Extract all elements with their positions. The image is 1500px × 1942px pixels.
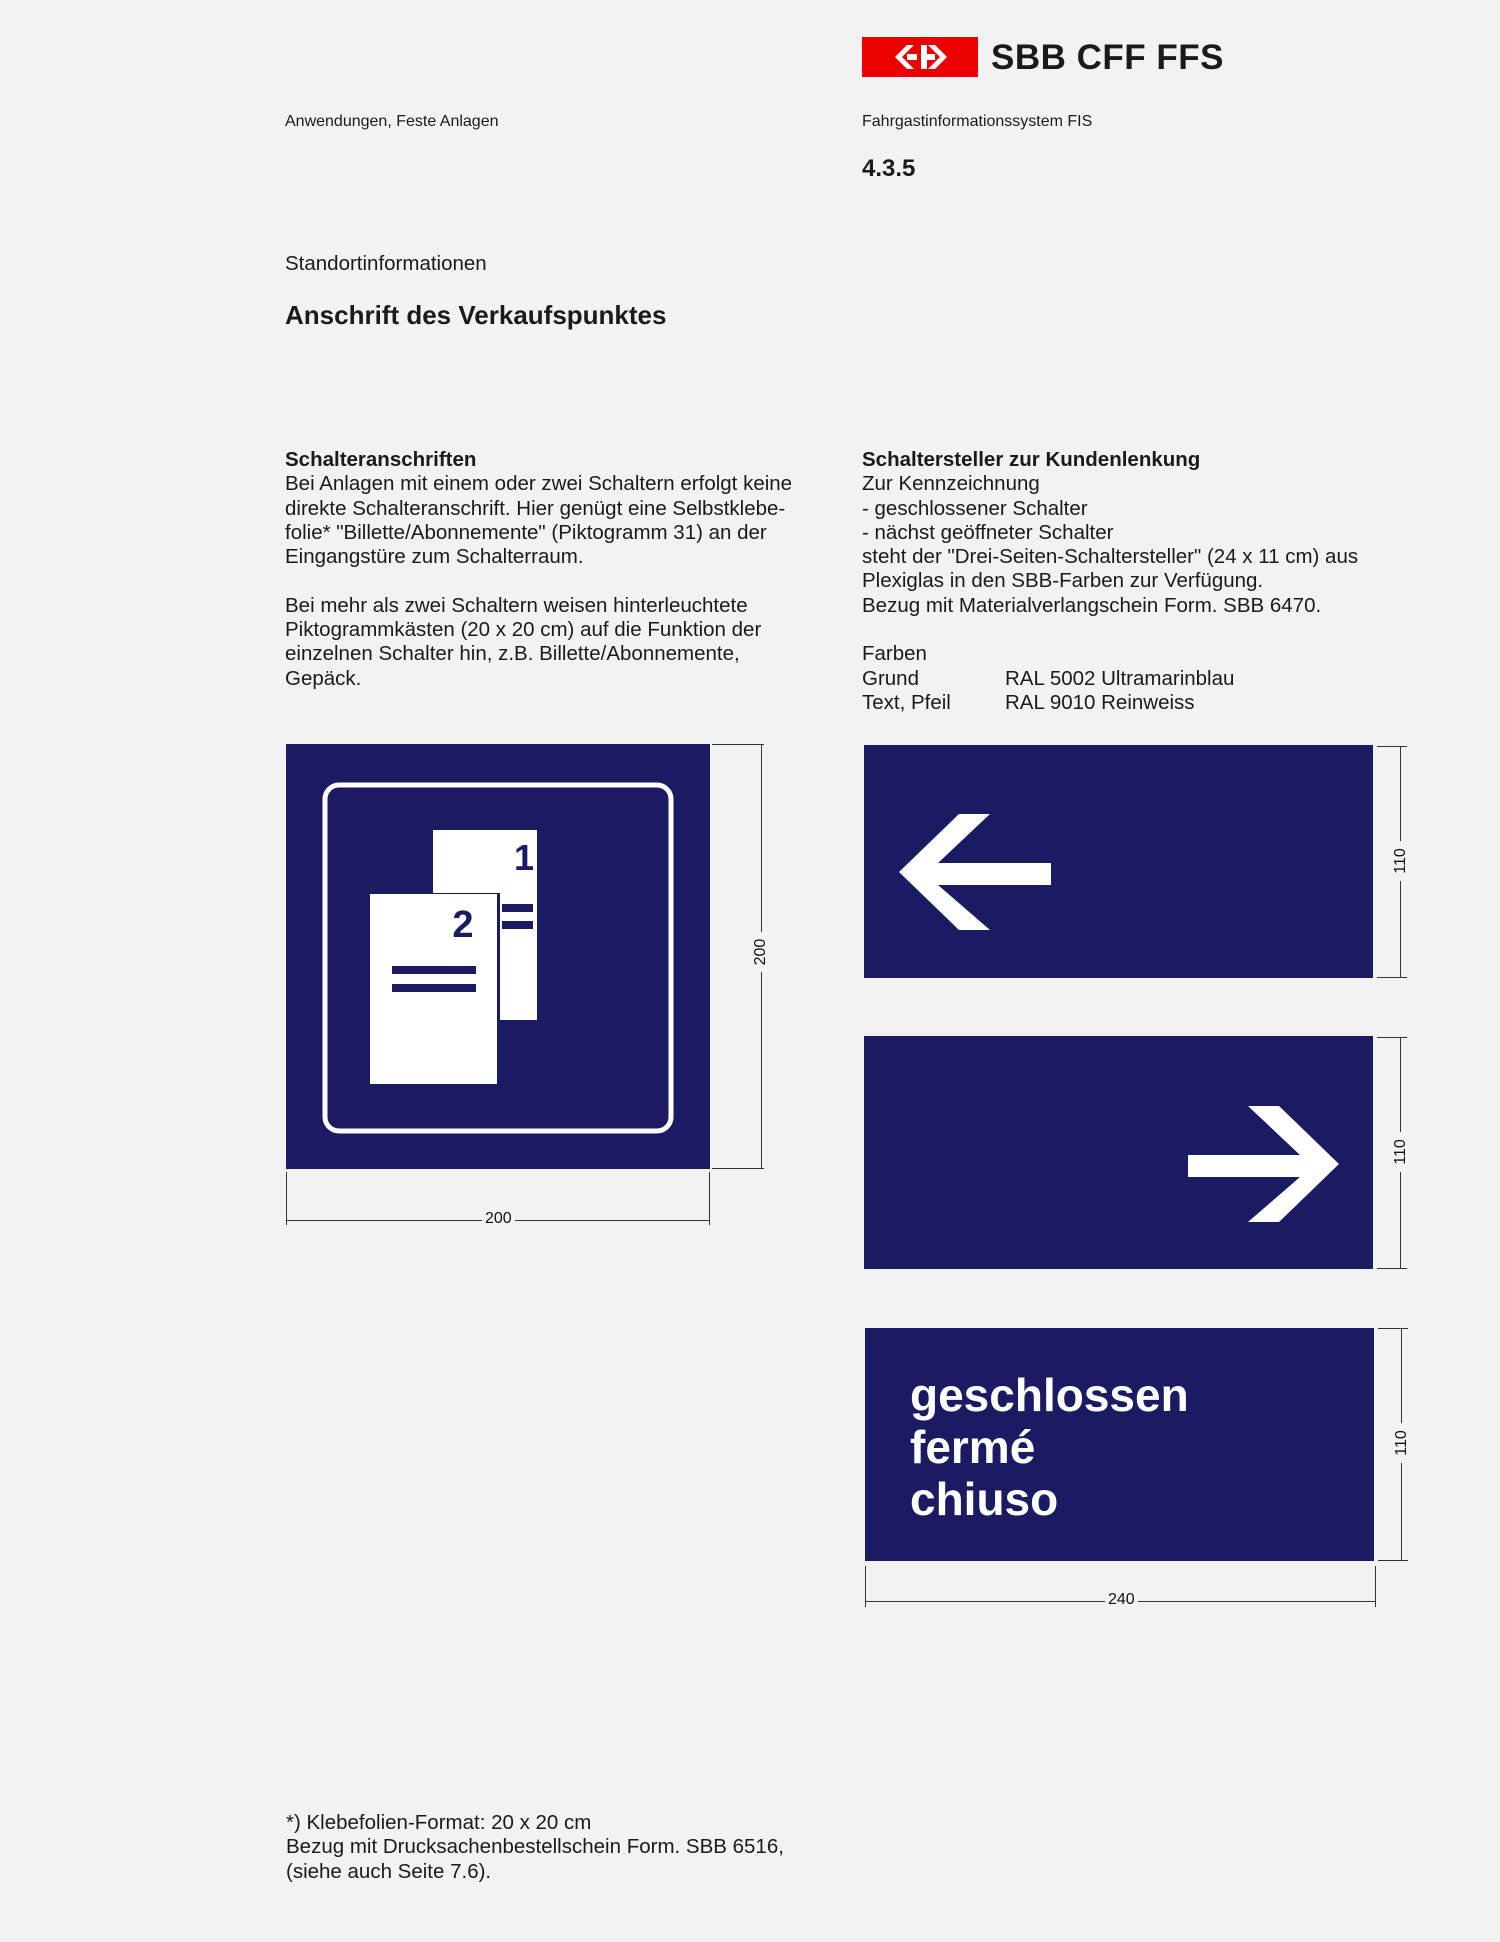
closed-text-de: geschlossen [910,1369,1189,1421]
dim-tick [1377,746,1407,747]
left-para1-line: direkte Schalteranschrift. Hier genügt eine Selbstklebe- [285,496,786,520]
footnote-line: Bezug mit Drucksachenbestellschein Form. SBB 6516, [286,1835,784,1859]
left-column [285,448,845,691]
left-para2-line: Bei mehr als zwei Schaltern weisen hinterleuchtete [285,593,748,617]
dim-tick [1377,977,1407,978]
pictogram-number-2: 2 [452,904,474,946]
right-heading: Schaltersteller zur Kundenlenkung [862,448,1201,471]
color-value: RAL 9010 Reinweiss [1005,690,1195,714]
page-title: Anschrift des Verkaufspunktes [285,300,667,330]
sign3-height-label: 110 [1393,1423,1411,1463]
right-line: - nächst geöffneter Schalter [862,520,1114,544]
left-para2-line: einzelnen Schalter hin, z.B. Billette/Abonnemente, [285,642,740,666]
left-heading: Schalteranschriften [285,448,477,471]
footnote-line: (siehe auch Seite 7.6). [286,1859,492,1883]
right-line: Zur Kennzeichnung [862,472,1040,496]
sign-left-arrow [864,745,1373,978]
dim-tick [1378,1328,1408,1329]
colors-label: Farben [862,642,927,666]
title-kicker: Standortinformationen [285,252,487,275]
right-line: Bezug mit Materialverlangschein Form. SBB 6470. [862,593,1322,617]
pictogram-tickets [286,744,710,1169]
dim-tick [1378,1560,1408,1561]
sign1-height-label: 110 [1392,841,1410,881]
sign-right-arrow [864,1036,1373,1269]
color-name: Text, Pfeil [862,690,951,714]
dim-tick [1377,1037,1407,1038]
color-row [862,691,1422,715]
left-para1-line: Bei Anlagen mit einem oder zwei Schaltern erfolgt keine [285,472,793,496]
arrow-right-icon [864,1036,1373,1269]
pictogram-number-1: 1 [513,837,534,878]
right-column [862,448,1422,715]
dim-tick [709,1172,710,1225]
ticket-pictogram-icon [286,744,710,1169]
left-para2-line: Piktogrammkästen (20 x 20 cm) auf die Funktion der [285,618,762,642]
dim-tick [1377,1268,1407,1269]
pictogram-width-label: 200 [482,1210,515,1228]
color-name: Grund [862,666,919,690]
arrow-left-icon [864,745,1373,978]
color-value: RAL 5002 Ultramarinblau [1005,666,1235,690]
dim-tick [286,1172,287,1225]
closed-text-it: chiuso [910,1473,1059,1525]
footnote-line: *) Klebefolien-Format: 20 x 20 cm [286,1811,592,1834]
right-line: steht der "Drei-Seiten-Schaltersteller" (24 x 11 cm) aus [862,545,1359,569]
chapter-number: 4.3.5 [862,155,916,182]
sign-closed-text [910,1369,1189,1525]
brand-name: SBB CFF FFS [991,38,1224,77]
closed-text-fr: fermé [910,1421,1036,1473]
pictogram-height-label: 200 [752,932,770,972]
dim-tick [712,744,764,745]
right-line: - geschlossener Schalter [862,496,1088,520]
section-right: Fahrgastinformationssystem FIS [862,113,1093,130]
dim-tick [712,1168,764,1169]
left-para1-line: folie* "Billette/Abonnemente" (Piktogramm 31) an der [285,520,767,544]
sbb-arrows-icon [862,37,978,77]
sign-closed [865,1328,1374,1561]
right-line: Plexiglas in den SBB-Farben zur Verfügung. [862,569,1264,593]
sbb-logo-flag [862,37,978,77]
sign-width-label: 240 [1105,1591,1138,1609]
section-left: Anwendungen, Feste Anlagen [285,113,499,130]
sign2-height-label: 110 [1392,1132,1410,1172]
footnote [286,1811,886,1884]
left-para2-line: Gepäck. [285,666,362,690]
left-para1-line: Eingangstüre zum Schalterraum. [285,545,584,569]
color-row [862,667,1422,691]
